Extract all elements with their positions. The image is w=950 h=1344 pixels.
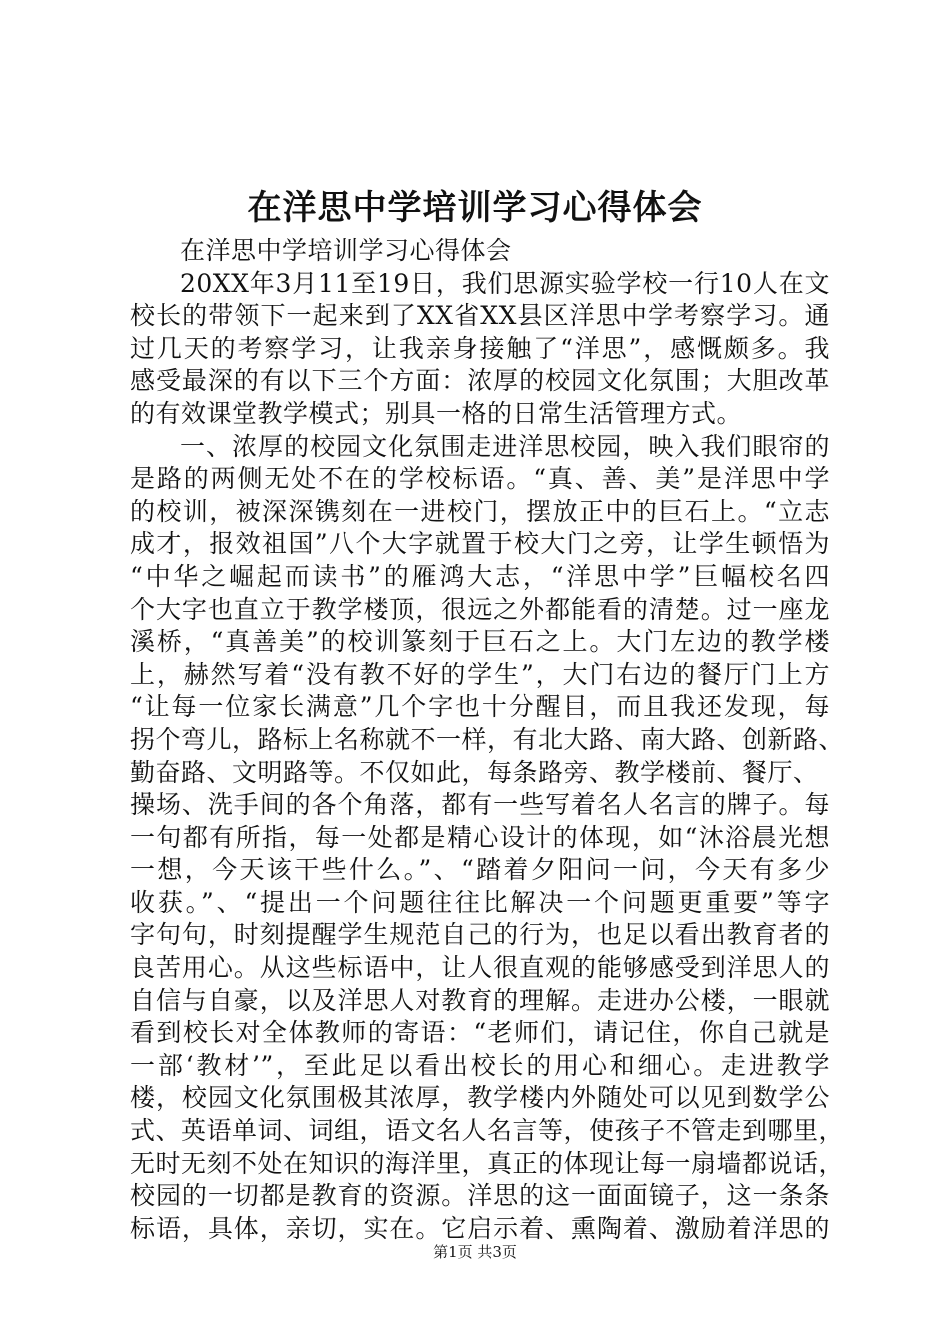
paragraph-line: 良苦用心。从这些标语中，让人很直观的能够感受到洋思人的	[130, 953, 830, 983]
paragraph-line: 溪桥，“真善美”的校训篆刻于巨石之上。大门左边的教学楼	[130, 627, 830, 657]
paragraph-line: 收获。”、“提出一个问题往往比解决一个问题更重要”等字	[130, 887, 830, 917]
paragraph-line: 一、浓厚的校园文化氛围走进洋思校园，映入我们眼帘的	[180, 431, 830, 461]
paragraph-line: 在洋思中学培训学习心得体会	[180, 236, 512, 265]
page-number-footer: 第1页 共3页	[433, 1243, 517, 1261]
paragraph-line: 校长的带领下一起来到了XX省XX县区洋思中学考察学习。通	[130, 301, 830, 331]
paragraph-line: 楼，校园文化氛围极其浓厚，教学楼内外随处可以见到数学公	[130, 1083, 830, 1113]
paragraph-line: 是路的两侧无处不在的学校标语。“真、善、美”是洋思中学	[130, 464, 830, 494]
paragraph-line: 成才，报效祖国”八个大字就置于校大门之旁，让学生顿悟为	[130, 529, 830, 559]
paragraph-line: 的校训，被深深镌刻在一进校门，摆放正中的巨石上。“立志	[130, 496, 830, 526]
document-body	[130, 235, 845, 1245]
paragraph-line: 个大字也直立于教学楼顶，很远之外都能看的清楚。过一座龙	[130, 594, 830, 624]
paragraph-line: 过几天的考察学习，让我亲身接触了“洋思”，感慨颇多。我	[130, 333, 830, 363]
paragraph-line: “中华之崛起而读书”的雁鸿大志，“洋思中学”巨幅校名四	[130, 561, 830, 591]
paragraph-line: 一部‘教材’”，至此足以看出校长的用心和细心。走进教学	[130, 1050, 830, 1080]
paragraph-line: 勤奋路、文明路等。不仅如此，每条路旁、教学楼前、餐厅、	[130, 757, 819, 787]
paragraph-line: 标语，具体，亲切，实在。它启示着、熏陶着、激励着洋思的	[130, 1213, 830, 1243]
paragraph-line: 一句都有所指，每一处都是精心设计的体现，如“沐浴晨光想	[130, 822, 830, 852]
paragraph-line: 校园的一切都是教育的资源。洋思的这一面面镜子，这一条条	[130, 1181, 830, 1211]
paragraph-line: 自信与自豪，以及洋思人对教育的理解。走进办公楼，一眼就	[130, 985, 830, 1015]
paragraph-line: 一想，今天该干些什么。”、“踏着夕阳问一问，今天有多少	[130, 855, 830, 885]
paragraph-line: 式、英语单词、词组，语文名人名言等，使孩子不管走到哪里，	[130, 1116, 845, 1146]
paragraph-line: 上，赫然写着“没有教不好的学生”，大门右边的餐厅门上方	[130, 659, 830, 689]
paragraph-line: 无时无刻不处在知识的海洋里，真正的体现让每一扇墙都说话，	[130, 1148, 845, 1178]
paragraph-line: 的有效课堂教学模式；别具一格的日常生活管理方式。	[130, 398, 743, 428]
paragraph-line: 看到校长对全体教师的寄语：“老师们，请记住，你自己就是	[130, 1018, 830, 1048]
paragraph-line: 感受最深的有以下三个方面：浓厚的校园文化氛围；大胆改革	[130, 366, 830, 396]
document-title: 在洋思中学培训学习心得体会	[247, 188, 703, 228]
paragraph-line: 拐个弯儿，路标上名称就不一样，有北大路、南大路、创新路、	[130, 724, 845, 754]
paragraph-line: 20XX年3月11至19日，我们思源实验学校一行10人在文	[180, 268, 830, 298]
paragraph-line: “让每一位家长满意”几个字也十分醒目，而且我还发现，每	[130, 692, 830, 722]
paragraph-line: 字句句，时刻提醒学生规范自己的行为，也足以看出教育者的	[130, 920, 830, 950]
paragraph-line: 操场、洗手间的各个角落，都有一些写着名人名言的牌子。每	[130, 790, 830, 820]
